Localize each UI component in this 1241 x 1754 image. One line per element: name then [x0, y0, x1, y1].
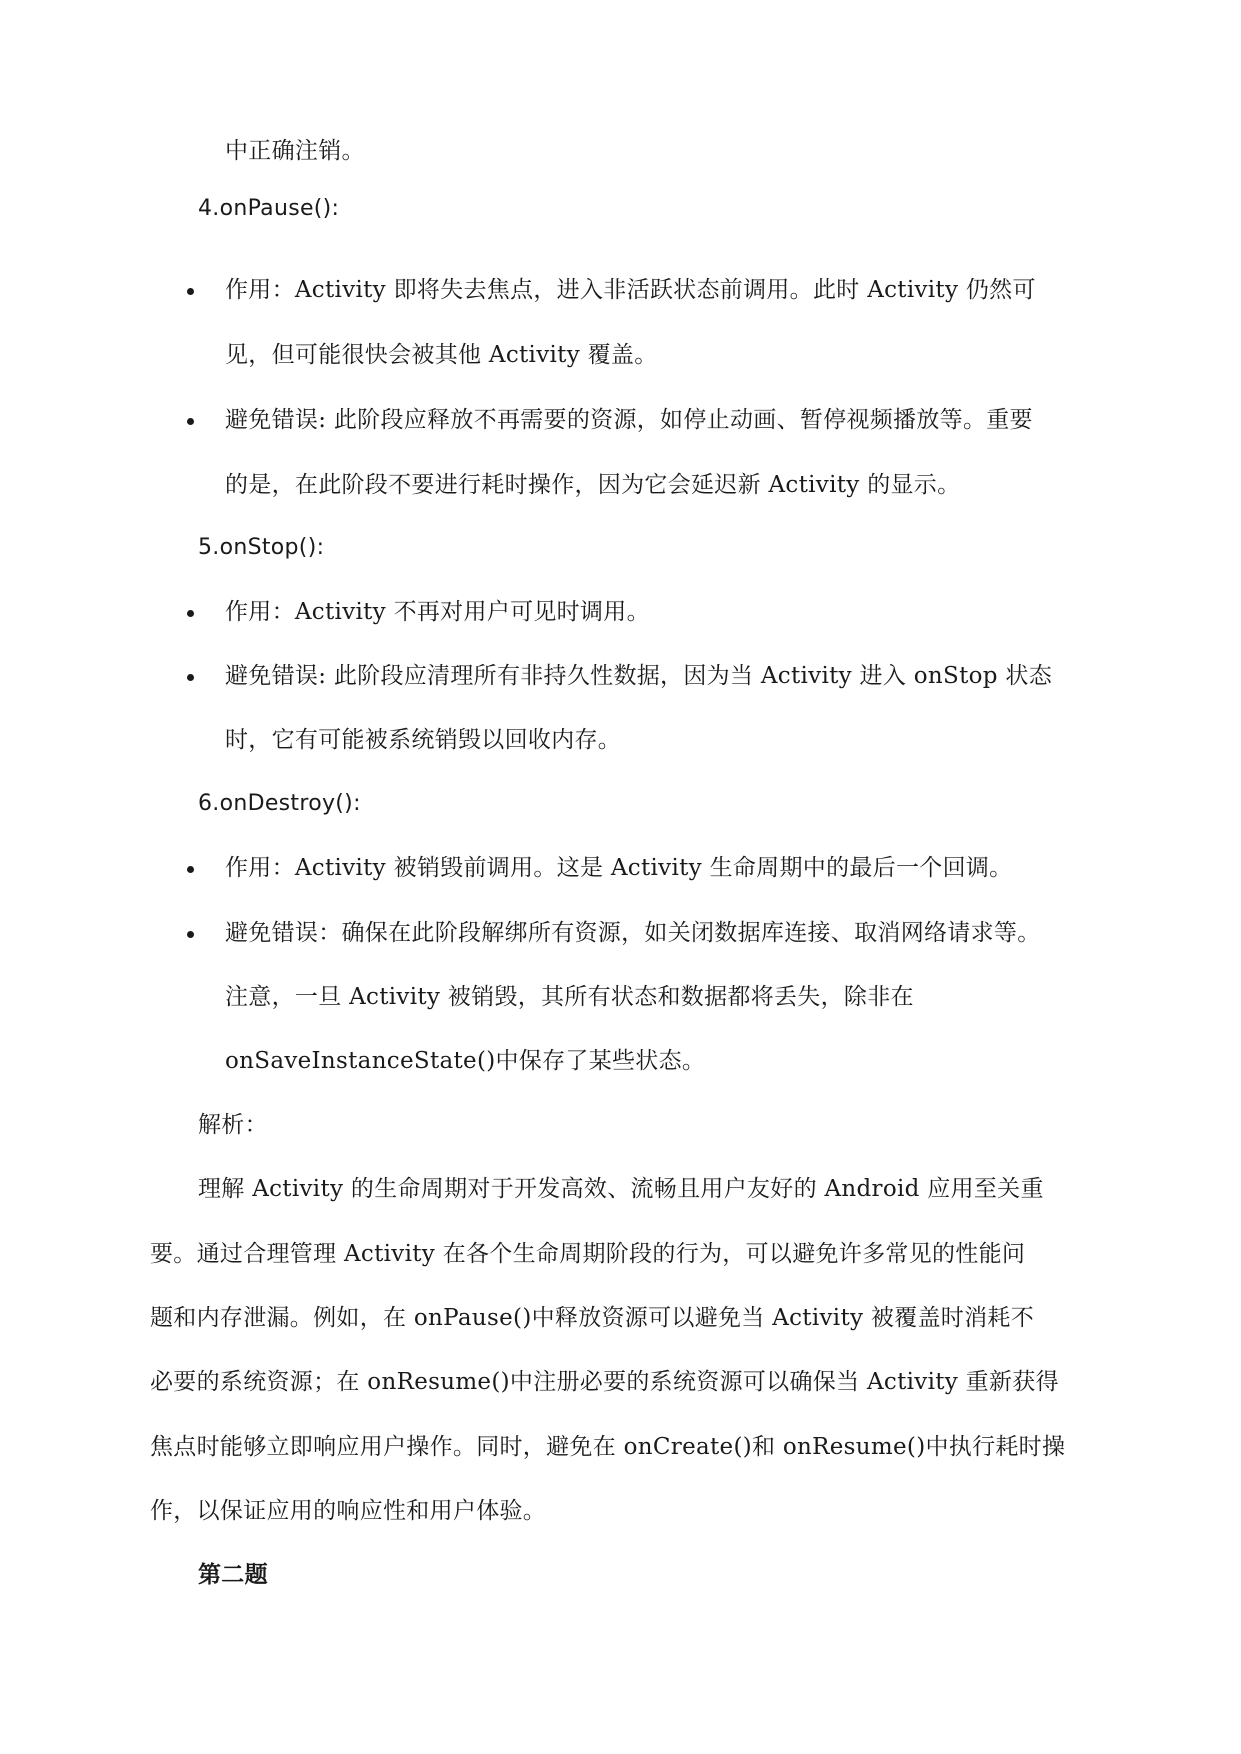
analysis-label: 解析：: [198, 1112, 268, 1138]
analysis-paragraph-line: 题和内存泄漏。例如，在 onPause()中释放资源可以避免当 Activity 被覆盖时消耗不: [150, 1305, 1034, 1331]
bullet-text: 时，它有可能被系统销毁以回收内存。: [225, 727, 622, 753]
analysis-paragraph-line: 要。通过合理管理 Activity 在各个生命周期阶段的行为，可以避免许多常见的性能问: [150, 1241, 1026, 1267]
bullet-text: 见，但可能很快会被其他 Activity 覆盖。: [225, 342, 658, 368]
section-heading-onstop: 5.onStop():: [198, 535, 325, 560]
continuation-text: 中正确注销。: [225, 138, 365, 164]
bullet-text: onSaveInstanceState()中保存了某些状态。: [225, 1048, 706, 1074]
bullet-dot: [187, 610, 194, 617]
analysis-paragraph-line: 必要的系统资源；在 onResume()中注册必要的系统资源可以确保当 Activity 重新获得: [150, 1369, 1059, 1395]
bullet-text: 作用：Activity 即将失去焦点，进入非活跃状态前调用。此时 Activity 仍然可: [225, 277, 1036, 303]
bullet-dot: [187, 674, 194, 681]
bullet-dot: [187, 418, 194, 425]
bullet-text: 作用：Activity 不再对用户可见时调用。: [225, 599, 650, 625]
bullet-dot: [187, 866, 194, 873]
analysis-paragraph-line: 作，以保证应用的响应性和用户体验。: [150, 1498, 547, 1524]
analysis-paragraph-line: 理解 Activity 的生命周期对于开发高效、流畅且用户友好的 Android 应用至关重: [198, 1176, 1044, 1202]
analysis-paragraph-line: 焦点时能够立即响应用户操作。同时，避免在 onCreate()和 onResume()中执行耗时操: [150, 1434, 1066, 1460]
bullet-dot: [187, 288, 194, 295]
bullet-text: 避免错误: 此阶段应释放不再需要的资源，如停止动画、暂停视频播放等。重要: [225, 407, 1033, 433]
question-heading: 第二题: [198, 1562, 268, 1588]
bullet-text: 作用：Activity 被销毁前调用。这是 Activity 生命周期中的最后一个回调。: [225, 855, 1013, 881]
bullet-text: 的是，在此阶段不要进行耗时操作，因为它会延迟新 Activity 的显示。: [225, 472, 961, 498]
bullet-text: 避免错误: 此阶段应清理所有非持久性数据，因为当 Activity 进入 onStop 状态: [225, 663, 1053, 689]
bullet-dot: [187, 931, 194, 938]
bullet-text: 注意，一旦 Activity 被销毁，其所有状态和数据都将丢失，除非在: [225, 984, 914, 1010]
bullet-text: 避免错误：确保在此阶段解绑所有资源，如关闭数据库连接、取消网络请求等。: [225, 920, 1041, 946]
section-heading-ondestroy: 6.onDestroy():: [198, 791, 361, 816]
section-heading-onpause: 4.onPause():: [198, 196, 340, 221]
